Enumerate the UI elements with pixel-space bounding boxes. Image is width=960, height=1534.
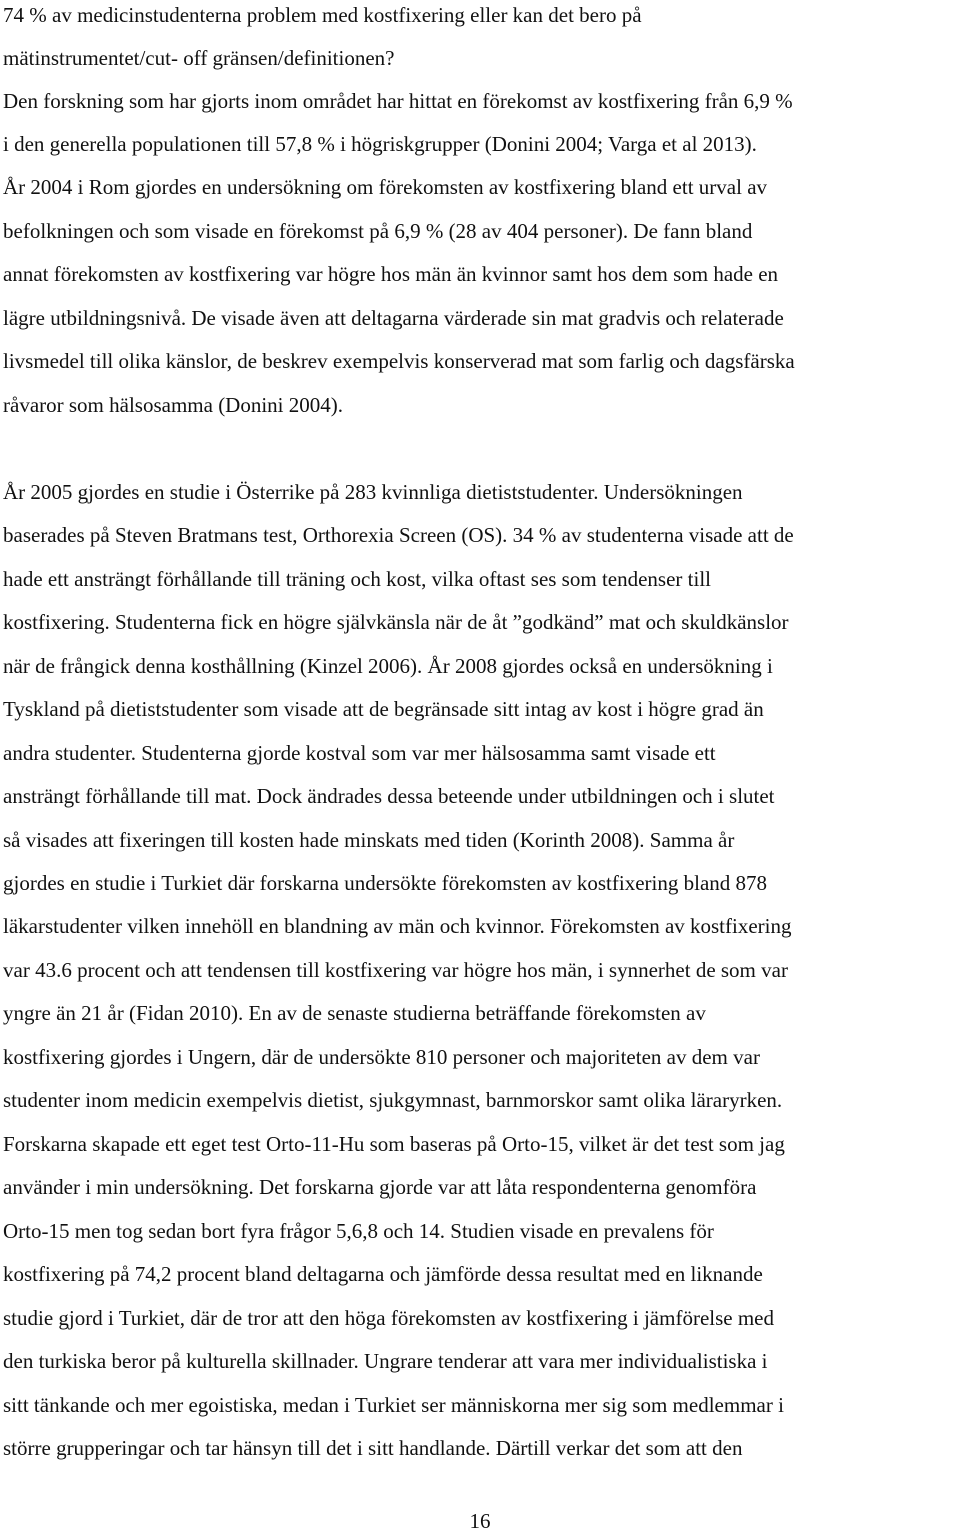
body-text-line: År 2004 i Rom gjordes en undersökning om förekomsten av kostfixering bland ett urval av (3, 175, 768, 199)
body-text-line: livsmedel till olika känslor, de beskrev exempelvis konserverad mat som farlig och dagsfärska (3, 349, 795, 373)
body-text-line: kostfixering gjordes i Ungern, där de undersökte 810 personer och majoriteten av dem var (3, 1045, 760, 1069)
body-text-line: den turkiska beror på kulturella skillnader. Ungrare tenderar att vara mer individualistiska i (3, 1349, 768, 1373)
body-text-line: större grupperingar och tar hänsyn till det i sitt handlande. Därtill verkar det som att den (3, 1436, 743, 1460)
body-text-line: Den forskning som har gjorts inom området har hittat en förekomst av kostfixering från 6,9 % (3, 89, 793, 113)
body-text-line: var 43.6 procent och att tendensen till kostfixering var högre hos män, i synnerhet de som var (3, 958, 788, 982)
body-text-line: kostfixering på 74,2 procent bland deltagarna och jämförde dessa resultat med en liknande (3, 1262, 763, 1286)
body-text-line: när de frångick denna kosthållning (Kinzel 2006). År 2008 gjordes också en undersökning i (3, 654, 773, 678)
body-text-line: använder i min undersökning. Det forskarna gjorde var att låta respondenterna genomföra (3, 1175, 757, 1199)
body-text-line: så visades att fixeringen till kosten hade minskats med tiden (Korinth 2008). Samma år (3, 828, 735, 852)
body-text-line: gjordes en studie i Turkiet där forskarna undersökte förekomsten av kostfixering bland 878 (3, 871, 768, 895)
body-text-line: 74 % av medicinstudenterna problem med kostfixering eller kan det bero på (3, 3, 642, 27)
body-text-line: kostfixering. Studenterna fick en högre självkänsla när de åt ”godkänd” mat och skuldkänslor (3, 610, 789, 634)
body-text-line: lägre utbildningsnivå. De visade även att deltagarna värderade sin mat gradvis och relaterade (3, 306, 784, 330)
body-text-line: År 2005 gjordes en studie i Österrike på 283 kvinnliga dietiststudenter. Undersökningen (3, 480, 743, 504)
body-text-line: befolkningen och som visade en förekomst på 6,9 % (28 av 404 personer). De fann bland (3, 219, 753, 243)
body-text-line: Tyskland på dietiststudenter som visade att de begränsade sitt intag av kost i högre grad än (3, 697, 764, 721)
body-text-line: hade ett ansträngt förhållande till träning och kost, vilka oftast ses som tendenser till (3, 567, 711, 591)
body-text-line: i den generella populationen till 57,8 % i högriskgrupper (Donini 2004; Varga et al 2013). (3, 132, 757, 156)
body-text-line: studie gjord i Turkiet, där de tror att den höga förekomsten av kostfixering i jämförelse med (3, 1306, 774, 1330)
body-text-line: sitt tänkande och mer egoistiska, medan i Turkiet ser människorna mer sig som medlemmar i (3, 1393, 784, 1417)
page-number: 16 (469, 1509, 491, 1533)
body-text-line: Forskarna skapade ett eget test Orto-11-Hu som baseras på Orto-15, vilket är det test som jag (3, 1132, 785, 1156)
body-text-line: Orto-15 men tog sedan bort fyra frågor 5,6,8 och 14. Studien visade en prevalens för (3, 1219, 714, 1243)
body-text-line: ansträngt förhållande till mat. Dock ändrades dessa beteende under utbildningen och i slutet (3, 784, 775, 808)
body-text-line: andra studenter. Studenterna gjorde kostval som var mer hälsosamma samt visade ett (3, 741, 716, 765)
body-text-line: mätinstrumentet/cut- off gränsen/definitionen? (3, 46, 395, 70)
body-text-line: baserades på Steven Bratmans test, Orthorexia Screen (OS). 34 % av studenterna visade att de (3, 523, 794, 547)
body-text-line: studenter inom medicin exempelvis dietist, sjukgymnast, barnmorskor samt olika läraryrken. (3, 1088, 783, 1112)
body-text-line: yngre än 21 år (Fidan 2010). En av de senaste studierna beträffande förekomsten av (3, 1001, 706, 1025)
body-text-line: annat förekomsten av kostfixering var högre hos män än kvinnor samt hos dem som hade en (3, 262, 779, 286)
body-text-line: läkarstudenter vilken innehöll en blandning av män och kvinnor. Förekomsten av kostfixering (3, 914, 792, 938)
body-text-line: råvaror som hälsosamma (Donini 2004). (3, 393, 344, 417)
